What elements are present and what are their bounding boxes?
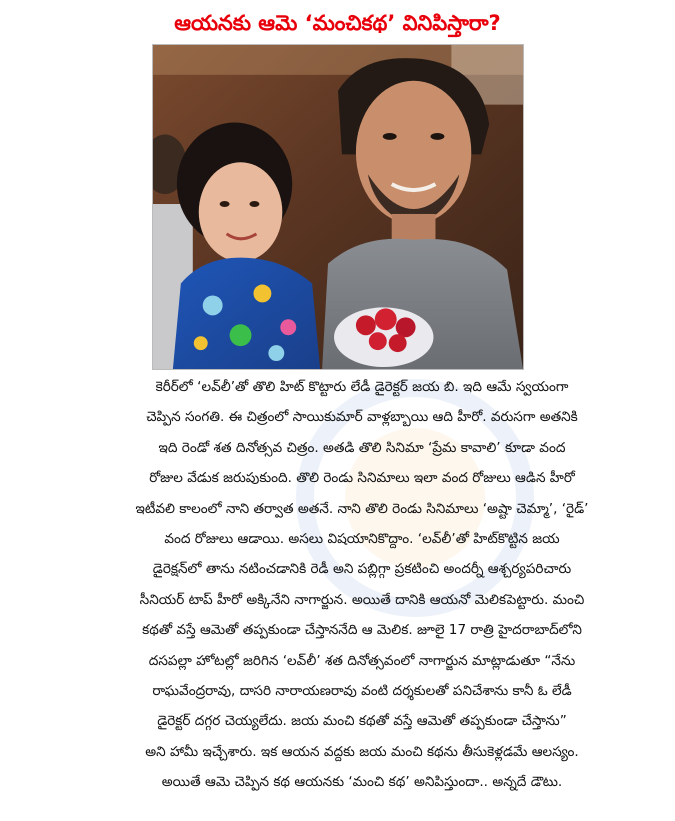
article-line: రాఘవేంద్రరావు, దాసరి నారాయణరావు వంటి దర్శకులతో పనిచేశాను కానీ ఓ లేడీ: [152, 682, 572, 699]
article-photo: [152, 44, 524, 370]
article-line: రోజుల వేడుక జరుపుకుంది. తొలి రెండు సినిమాలు ఇలా వంద రోజులు ఆడిన హీరో: [149, 470, 575, 487]
article-line: ఇది రెండో శత దినోత్సవ చిత్రం. అతడి తొలి సినిమా ‘ప్రేమ కావాలి’ కూడా వంద: [158, 439, 566, 456]
article-line: అయితే ఆమె చెప్పిన కథ ఆయనకు ‘మంచి కథ’ అనిపిస్తుందా.. అన్నదే డౌటు.: [161, 774, 563, 791]
article-line: చెప్పిన సంగతి. ఈ చిత్రంలో సాయికుమార్ వాళ్లబ్బాయి ఆది హీరో. వరుసగా అతనికి: [146, 409, 578, 426]
article-line: ఇటీవలి కాలంలో నాని తర్వాత అతనే. నాని తొలి రెండు సినిమాలు ‘అష్టా చెమ్మా’, ‘రైడ్’: [135, 500, 589, 517]
article-line: అని హామీ ఇచ్చేశారు. ఇక ఆయన వద్దకు జయ మంచి కథను తీసుకెళ్లడమే ఆలస్యం.: [145, 743, 579, 760]
article-line: కెరీర్‌లో ‘లవ్‌లీ’తో తొలి హిట్ కొట్టారు లేడీ డైరెక్టర్ జయ బి. ఇది ఆమే స్వయంగా: [155, 379, 569, 395]
article-line: వంద రోజులు ఆడాయి. అసలు విషయానికొద్దాం. ‘లవ్‌లీ’తో హిట్‌కొట్టిన జయ: [164, 530, 560, 547]
article-body: [82, 372, 642, 797]
photo-illustration: [153, 45, 523, 369]
article-line: దసపల్లా హోటల్లో జరిగిన ‘లవ్‌లీ’ శత దినోత్సవంలో నాగార్జున మాట్లాడుతూ “నేను: [148, 652, 576, 669]
article-line: డైరెక్షన్‌లో తాను నటించడానికి రెడీ అని పబ్లిగ్గా ప్రకటించి అందర్నీ ఆశ్చర్యపరిచారు: [152, 561, 572, 578]
article-line: కథతో వస్తే ఆమెతో తప్పకుండా చేస్తాననేది ఆ మెలిక. జూలై 17 రాత్రి హైదరాబాద్‌లోని: [142, 622, 582, 639]
article-line: డైరెక్టర్ దగ్గర చెయ్యలేదు. జయ మంచి కథతో వస్తే ఆమెతో తప్పకుండా చేస్తాను”: [157, 713, 567, 730]
article-line: సీనియర్ టాప్ హీరో అక్కినేని నాగార్జున. అయితే దానికి ఆయనో మెలికపెట్టారు. మంచి: [139, 591, 585, 608]
headline: ఆయనకు ఆమె ‘మంచికథ’ వినిపిస్తారా?: [174, 11, 501, 35]
